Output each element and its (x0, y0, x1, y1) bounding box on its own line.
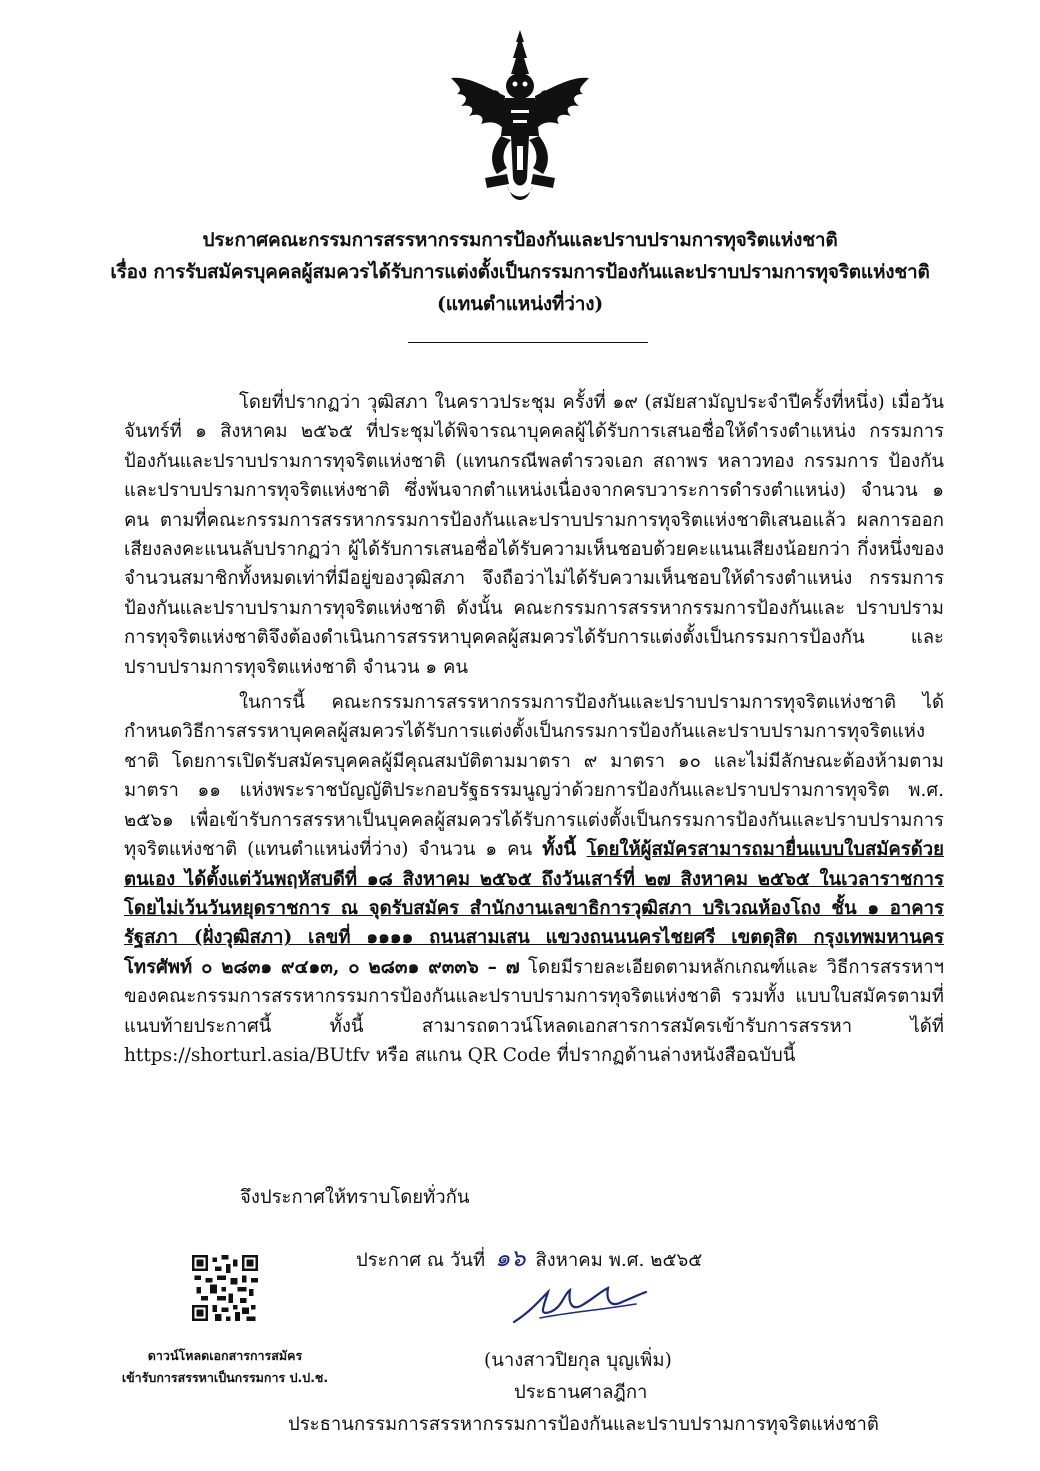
paragraph-1: โดยที่ปรากฏว่า วุฒิสภา ในคราวประชุม ครั้งที่ ๑๙ (สมัยสามัญประจำปีครั้งที่หนึ่ง) เมื่อวันจันทร์ที่ ๑ สิงหาคม ๒๕๖๕ ที่ประชุมได้พิจารณาบุคคลผู้ได้รับการเสนอชื่อให้ดำรงตำแหน่ง กรรมการป้องกันและปราบปรามการทุจริตแห่งชาติ (แทนกรณีพลตำรวจเอก สถาพร หลาวทอง กรรมการ ป้องกันและปราบปรามการทุจริตแห่งชาติ ซึ่งพ้นจากตำแหน่งเนื่องจากครบวาระการดำรงตำแหน่ง) จำนวน ๑ คน ตามที่คณะกรรมการสรรหากรรมการป้องกันและปราบปรามการทุจริตแห่งชาติเสนอแล้ว ผลการออกเสียงลงคะแนนลับปรากฏว่า ผู้ได้รับการเสนอชื่อได้รับความเห็นชอบด้วยคะแนนเสียงน้อยกว่า กึ่งหนึ่งของจำนวนสมาชิกทั้งหมดเท่าที่มีอยู่ของวุฒิสภา จึงถือว่าไม่ได้รับความเห็นชอบให้ดำรงตำแหน่ง กรรมการป้องกันและปราบปรามการทุจริตแห่งชาติ ดังนั้น คณะกรรมการสรรหากรรมการป้องกันและ ปราบปรามการทุจริตแห่งชาติจึงต้องดำเนินการสรรหาบุคคลผู้สมควรได้รับการแต่งตั้งเป็นกรรมการป้องกัน และปราบปรามการทุจริตแห่งชาติ จำนวน ๑ คน (124, 392, 944, 678)
title-line-3: (แทนตำแหน่งที่ว่าง) (436, 293, 604, 315)
paragraph-2 (124, 688, 944, 1070)
title-divider (408, 342, 648, 343)
qr-code-icon[interactable] (192, 1255, 258, 1321)
date-day-handwritten: ๑๖ (495, 1244, 526, 1272)
paragraph-2-intro: ในการนี้ คณะกรรมการสรรหากรรมการป้องกันและปราบปรามการทุจริตแห่งชาติ ได้กำหนดวิธีการสรรหาบุคคลผู้สมควรได้รับการแต่งตั้งเป็นกรรมการป้องกันและปราบปรามการทุจริตแห่งชาติ โดยการเปิดรับสมัครบุคคลผู้มีคุณสมบัติตามมาตรา ๙ มาตรา ๑๐ และไม่มีลักษณะต้องห้ามตามมาตรา ๑๑ แห่งพระราชบัญญัติประกอบรัฐธรรมนูญว่าด้วยการป้องกันและปราบปรามการทุจริต พ.ศ. ๒๕๖๑ เพื่อเข้ารับการสรรหาเป็นบุคคลผู้สมควรได้รับการแต่งตั้งเป็นกรรมการป้องกันและปราบปรามการทุจริตแห่งชาติ (แทนตำแหน่งที่ว่าง) จำนวน ๑ คน (124, 692, 944, 861)
qr-caption (110, 1345, 340, 1389)
closing-statement: จึงประกาศให้ทราบโดยทั่วกัน (240, 1187, 470, 1208)
qr-caption-line-1: ดาวน์โหลดเอกสารการสมัคร (147, 1348, 303, 1363)
title-line-2: เรื่อง การรับสมัครบุคคลผู้สมควรได้รับการแต่งตั้งเป็นกรรมการป้องกันและปราบปรามการทุจริตแห่งชาติ (110, 261, 930, 283)
announcement-date (356, 1238, 702, 1277)
signer-name: (นางสาวปิยกุล บุญเพิ่ม) (484, 1350, 672, 1371)
handwritten-signature-icon (510, 1282, 650, 1328)
qr-caption-line-2: เข้ารับการสรรหาเป็นกรรมการ ป.ป.ช. (121, 1370, 329, 1385)
contact-phone: โทรศัพท์ ๐ ๒๘๓๑ ๙๔๑๓, ๐ ๒๘๓๑ ๙๓๓๖ – ๗ (124, 956, 520, 978)
paragraph-2-details: โดยมีรายละเอียดตามหลักเกณฑ์และ วิธีการสรรหาฯ ของคณะกรรมการสรรหากรรมการป้องกันและปราบปรามการทุจริตแห่งชาติ รวมทั้ง แบบใบสมัครตามที่แนบท้ายประกาศนี้ ทั้งนี้ สามารถดาวน์โหลดเอกสารการสมัครเข้ารับการสรรหา ได้ที่ https://shorturl.asia/BUtfv หรือ สแกน QR Code ที่ปรากฏด้านล่างหนังสือฉบับนี้ (124, 956, 944, 1066)
title-line-1: ประกาศคณะกรรมการสรรหากรรมการป้องกันและปราบปรามการทุจริตแห่งชาติ (202, 229, 838, 251)
date-prefix: ประกาศ ณ วันที่ (356, 1250, 486, 1271)
announcement-title (60, 224, 980, 320)
paragraph-2-emphasis: ทั้งนี้ (542, 839, 587, 861)
signer-position-2: ประธานกรรมการสรรหากรรมการป้องกันและปราบปรามการทุจริตแห่งชาติ (288, 1414, 879, 1435)
date-suffix: สิงหาคม พ.ศ. ๒๕๖๕ (535, 1250, 703, 1271)
garuda-emblem-icon (445, 28, 595, 206)
signer-position-1: ประธานศาลฎีกา (514, 1382, 648, 1403)
announcement-body (124, 388, 944, 1070)
application-details: โดยให้ผู้สมัครสามารถมายื่นแบบใบสมัครด้วยตนเอง ได้ตั้งแต่วันพฤหัสบดีที่ ๑๘ สิงหาคม ๒๕๖๕ ถึงวันเสาร์ที่ ๒๗ สิงหาคม ๒๕๖๕ ในเวลาราชการ โดยไม่เว้นวันหยุดราชการ ณ จุดรับสมัคร สำนักงานเลขาธิการวุฒิสภา บริเวณห้องโถง ชั้น ๑ อาคารรัฐสภา (ฝั่งวุฒิสภา) เลขที่ ๑๑๑๑ ถนนสามเสน แขวงถนนนครไชยศรี เขตดุสิต กรุงเทพมหานคร (124, 839, 944, 949)
